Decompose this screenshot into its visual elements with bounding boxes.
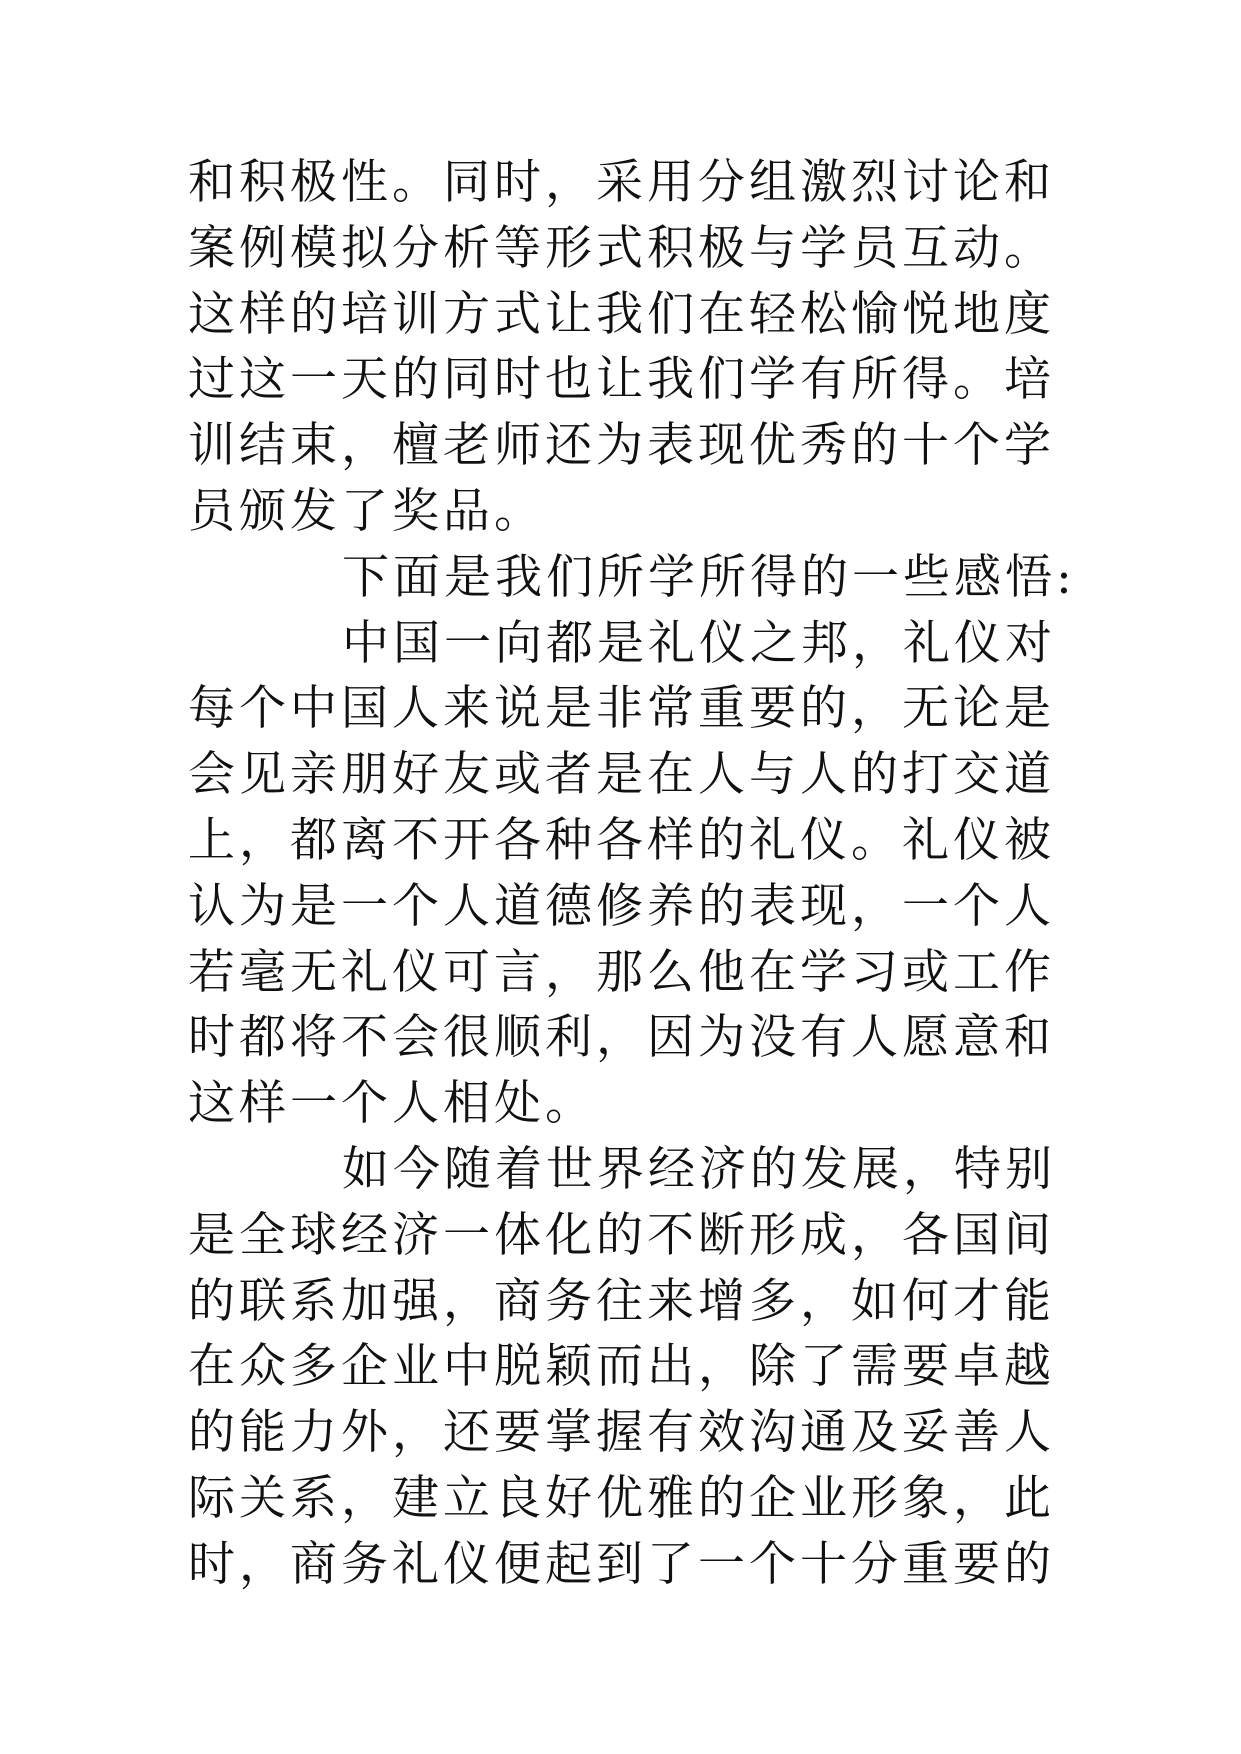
text-line: 和积极性。同时，采用分组激烈讨论和 [188,155,1055,210]
text-line: 认为是一个人道德修养的表现，一个人 [188,878,1055,934]
text-line: 际关系，建立良好优雅的企业形象，此 [188,1470,1055,1526]
text-line: 员颁发了奖品。 [188,483,545,539]
text-line: 上，都离不开各种各样的礼仪。礼仪被 [188,812,1055,868]
text-line: 在众多企业中脱颖而出，除了需要卓越 [188,1339,1055,1395]
text-line: 这样的培训方式让我们在轻松愉悦地度 [188,286,1055,342]
text-line: 会见亲朋好友或者是在人与人的打交道 [188,747,1055,803]
text-line: 每个中国人来说是非常重要的，无论是 [188,681,1055,737]
text-line: 训结束，檀老师还为表现优秀的十个学 [188,418,1055,474]
paragraph-start-line: 如今随着世界经济的发展，特别 [342,1141,1056,1197]
text-line: 案例模拟分析等形式积极与学员互动。 [188,220,1055,276]
paragraph-start-line: 下面是我们所学所得的一些感悟: [342,549,1076,605]
text-line: 是全球经济一体化的不断形成，各国间 [188,1207,1055,1263]
text-line: 时，商务礼仪便起到了一个十分重要的 [188,1536,1055,1592]
text-line: 的联系加强，商务往来增多，如何才能 [188,1273,1055,1329]
text-line: 这样一个人相处。 [188,1076,596,1132]
text-line: 过这一天的同时也让我们学有所得。培 [188,352,1055,408]
text-line: 时都将不会很顺利，因为没有人愿意和 [188,1010,1055,1066]
paragraph-start-line: 中国一向都是礼仪之邦，礼仪对 [342,615,1056,671]
text-line: 的能力外，还要掌握有效沟通及妥善人 [188,1405,1055,1461]
text-line: 若毫无礼仪可言，那么他在学习或工作 [188,944,1055,1000]
body-text [188,150,1076,1598]
